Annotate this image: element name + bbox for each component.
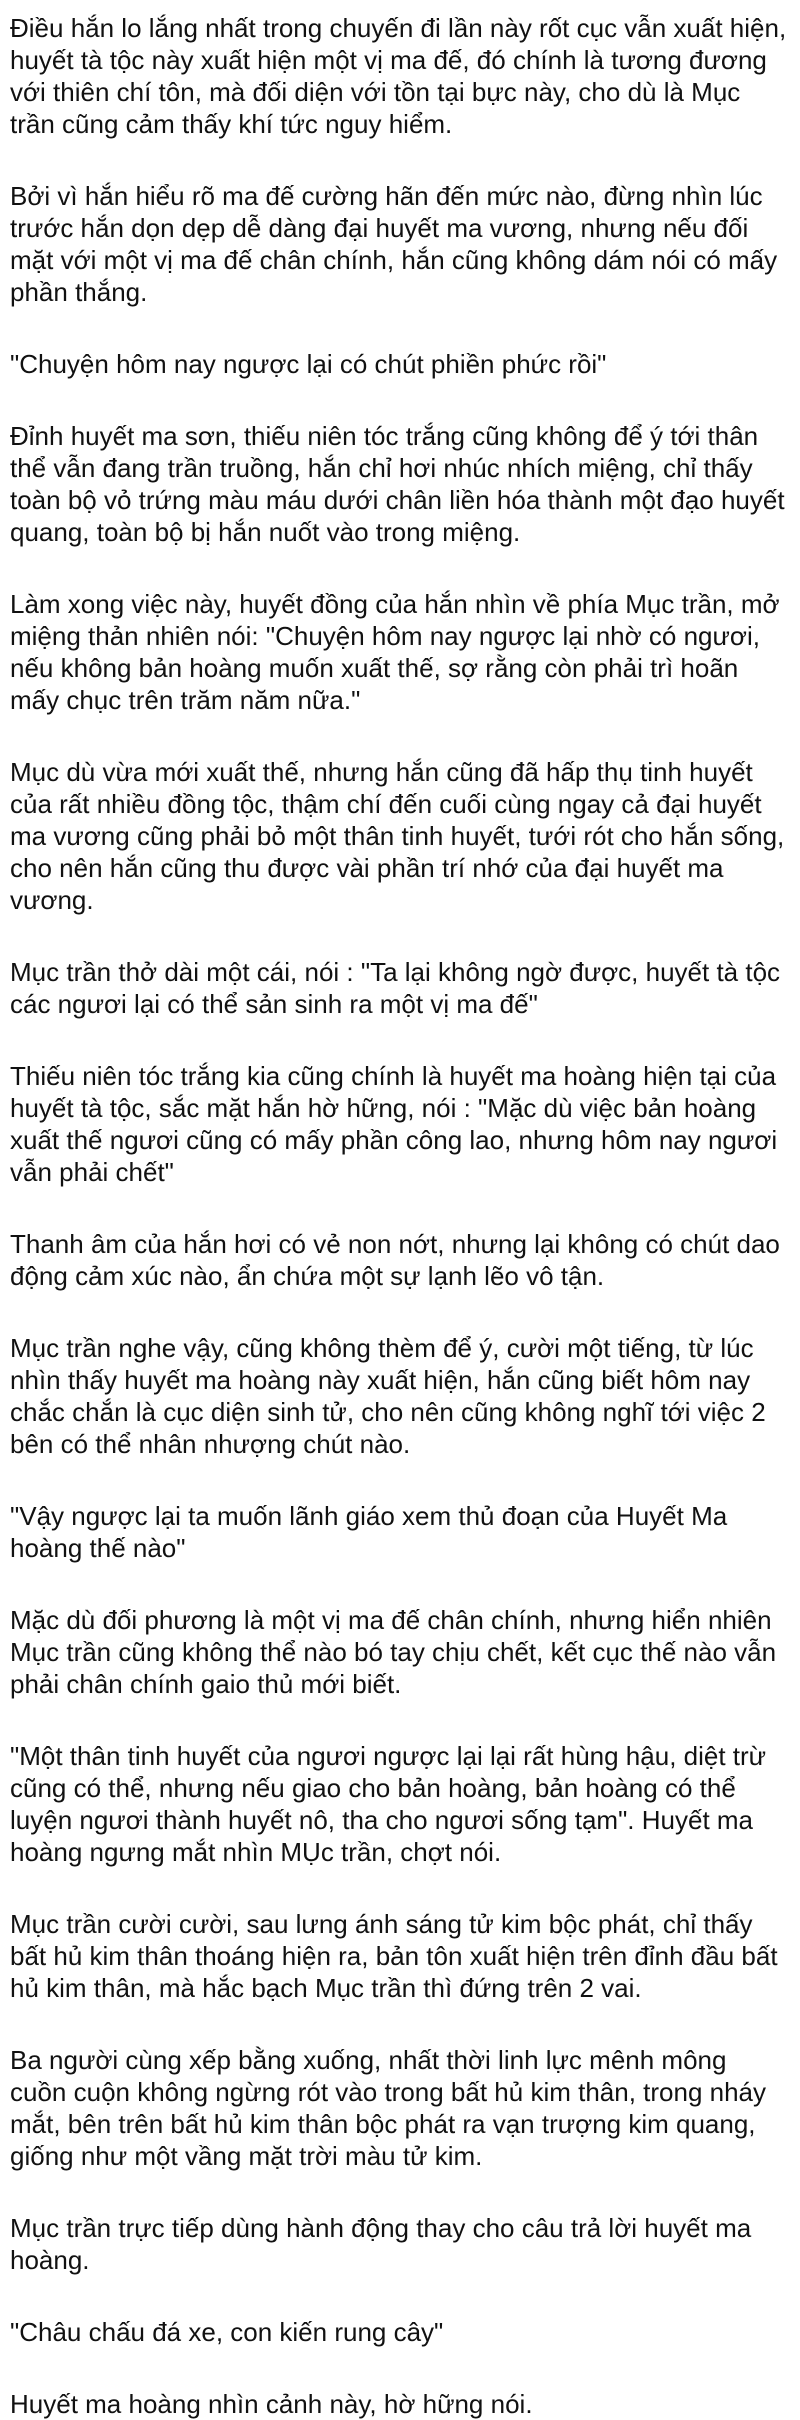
paragraph: Bởi vì hắn hiểu rõ ma đế cường hãn đến mức nào, đừng nhìn lúc trước hắn dọn dẹp dễ dàng đại huyết ma vương, nhưng nếu đối mặt với một vị ma đế chân chính, hắn cũng không dám nói có mấy phần thắng. xyxy=(10,181,778,307)
paragraph: "Một thân tinh huyết của ngươi ngược lại lại rất hùng hậu, diệt trừ cũng có thể, nhưng nếu giao cho bản hoàng, bản hoàng có thể luyện ngươi thành huyết nô, tha cho ngươi sống tạm". Huyết ma hoàng ngưng mắt nhìn MỤc trần, chợt nói. xyxy=(10,1741,767,1867)
paragraph: Huyết ma hoàng nhìn cảnh này, hờ hững nói. xyxy=(10,2389,533,2419)
paragraph: "Vậy ngược lại ta muốn lãnh giáo xem thủ đoạn của Huyết Ma hoàng thế nào" xyxy=(10,1501,728,1563)
paragraph: Mục trần nghe vậy, cũng không thèm để ý, cười một tiếng, từ lúc nhìn thấy huyết ma hoàng này xuất hiện, hắn cũng biết hôm nay chắc chắn là cục diện sinh tử, cho nên cũng không nghĩ tới việc 2 bên có thể nhân nhượng chút nào. xyxy=(10,1333,766,1459)
paragraph: "Chuyện hôm nay ngược lại có chút phiền phức rồi" xyxy=(10,349,607,379)
paragraph: Thanh âm của hắn hơi có vẻ non nớt, nhưng lại không có chút dao động cảm xúc nào, ẩn chứa một sự lạnh lẽo vô tận. xyxy=(10,1229,780,1291)
paragraph: Làm xong việc này, huyết đồng của hắn nhìn về phía Mục trần, mở miệng thản nhiên nói: "Chuyện hôm nay ngược lại nhờ có ngươi, nếu không bản hoàng muốn xuất thế, sợ rằng còn phải trì hoãn mấy chục trên trăm năm nữa." xyxy=(10,589,780,715)
paragraph: Ba người cùng xếp bằng xuống, nhất thời linh lực mênh mông cuồn cuộn không ngừng rót vào trong bất hủ kim thân, trong nháy mắt, bên trên bất hủ kim thân bộc phát ra vạn trượng kim quang, giống như một vầng mặt trời màu tử kim. xyxy=(10,2045,767,2171)
paragraph: Điều hắn lo lắng nhất trong chuyến đi lần này rốt cục vẫn xuất hiện, huyết tà tộc này xuất hiện một vị ma đế, đó chính là tương đương với thiên chí tôn, mà đối diện với tồn tại bực này, cho dù là Mục trần cũng cảm thấy khí tức nguy hiểm. xyxy=(10,13,787,139)
paragraph: Mục trần trực tiếp dùng hành động thay cho câu trả lời huyết ma hoàng. xyxy=(10,2213,752,2275)
paragraph: "Châu chấu đá xe, con kiến rung cây" xyxy=(10,2317,444,2347)
paragraph: Mục trần cười cười, sau lưng ánh sáng tử kim bộc phát, chỉ thấy bất hủ kim thân thoáng hiện ra, bản tôn xuất hiện trên đỉnh đầu bất hủ kim thân, mà hắc bạch Mục trần thì đứng trên 2 vai. xyxy=(10,1909,778,2003)
paragraph: Thiếu niên tóc trắng kia cũng chính là huyết ma hoàng hiện tại của huyết tà tộc, sắc mặt hắn hờ hững, nói : "Mặc dù việc bản hoàng xuất thế ngươi cũng có mấy phần công lao, nhưng hôm nay ngươi vẫn phải chết" xyxy=(10,1061,778,1187)
paragraph: Mặc dù đối phương là một vị ma đế chân chính, nhưng hiển nhiên Mục trần cũng không thể nào bó tay chịu chết, kết cục thế nào vẫn phải chân chính gaio thủ mới biết. xyxy=(10,1605,777,1699)
paragraph: Mục dù vừa mới xuất thế, nhưng hắn cũng đã hấp thụ tinh huyết của rất nhiều đồng tộc, thậm chí đến cuối cùng ngay cả đại huyết ma vương cũng phải bỏ một thân tinh huyết, tưới rót cho hắn sống, cho nên hắn cũng thu được vài phần trí nhớ của đại huyết ma vương. xyxy=(10,757,785,915)
paragraph: Mục trần thở dài một cái, nói : "Ta lại không ngờ được, huyết tà tộc các ngươi lại có thể sản sinh ra một vị ma đế" xyxy=(10,957,781,1019)
paragraph: Đỉnh huyết ma sơn, thiếu niên tóc trắng cũng không để ý tới thân thể vẫn đang trần truồng, hắn chỉ hơi nhúc nhích miệng, chỉ thấy toàn bộ vỏ trứng màu máu dưới chân liền hóa thành một đạo huyết quang, toàn bộ bị hắn nuốt vào trong miệng. xyxy=(10,421,785,547)
